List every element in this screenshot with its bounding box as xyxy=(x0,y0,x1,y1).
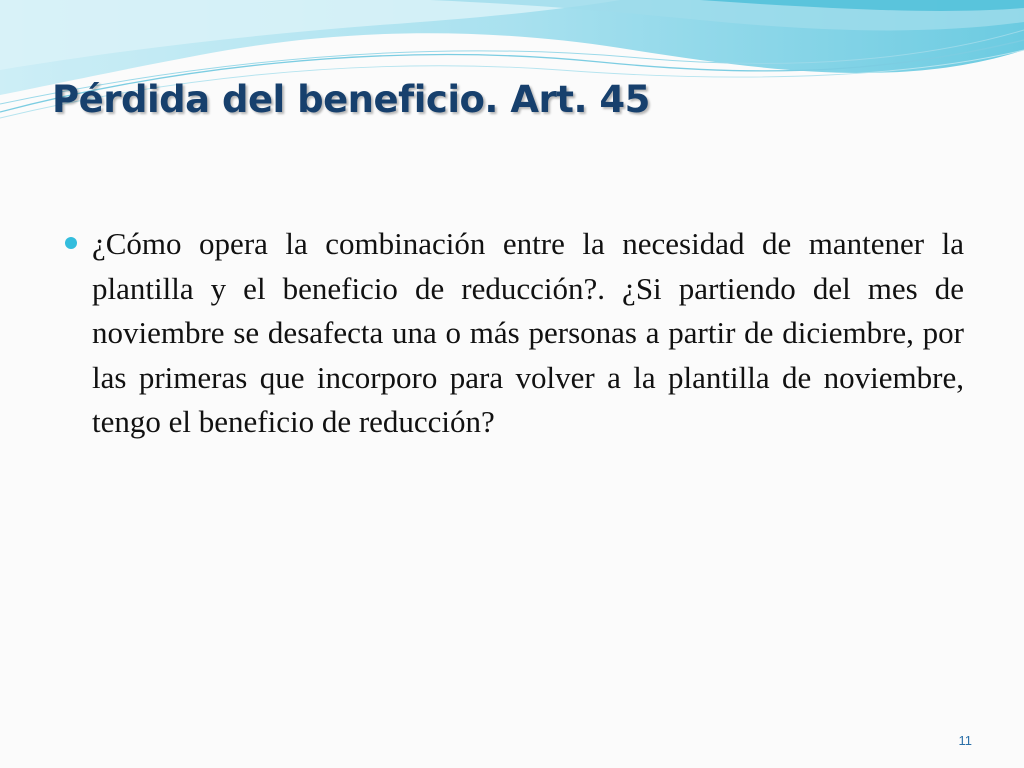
bullet-text: ¿Cómo opera la combinación entre la necesidad de mantener la plantilla y el beneficio de reducción?. ¿Si partiendo del mes de noviembre se desafecta una o más personas a partir de diciembre, por las primeras que incorporo para volver a la plantilla de noviembre, tengo el beneficio de reducción? xyxy=(92,226,964,439)
slide-content xyxy=(62,222,964,445)
bullet-dot-icon xyxy=(65,237,77,249)
bullet-item xyxy=(62,222,964,445)
slide-title: Pérdida del beneficio. Art. 45 xyxy=(52,78,650,121)
slide-number: 11 xyxy=(958,733,972,748)
